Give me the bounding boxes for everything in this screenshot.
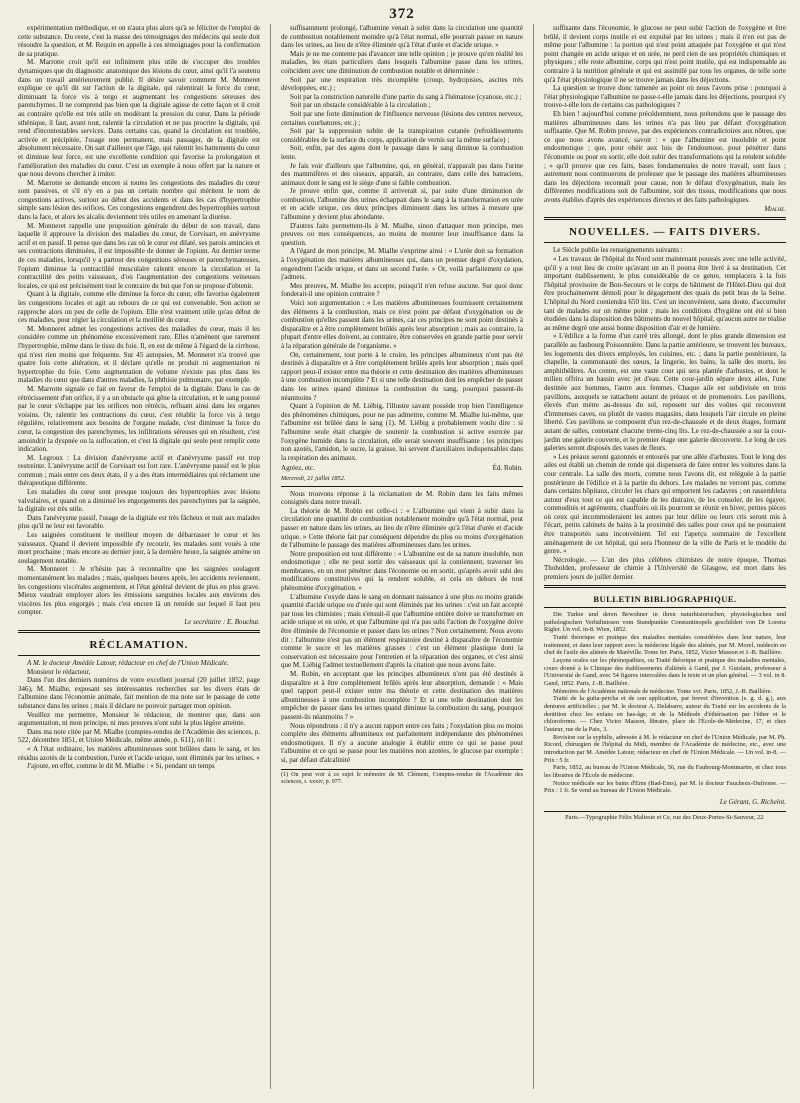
letter-address: A M. le docteur Amédée Latour, rédacteur en chef de l'Union Médicale. xyxy=(27,658,229,667)
col3-body-2 xyxy=(544,246,786,581)
printer-line: Paris.—Typographie Félix Malteste et Ce, rue des Deux-Portes-St-Sauveur, 22. xyxy=(544,811,786,822)
paragraph: A l'égard de mon principe, M. Mialhe s'exprime ainsi : « L'urée doit sa formation à l'oxygénation des matières albumineuses qui, dans un premier degré d'oxydation, engendrent l'acide urique, et dans un second l'urée. » Or, voilà parfaitement ce que j'admets. xyxy=(281,247,523,282)
paragraph: La question se trouve donc ramenée au point où nous l'avons prise : pourquoi à l'état physiologique l'albumine ne passe-t-elle jamais dans les déjections, pourquoi s'y trouve-t-elle lors de certains cas pathologiques ? xyxy=(544,84,786,110)
paragraph: » Les préaux seront gazonnés et entourés par une allée d'arbustes. Tout le long des ailes est établi un chemin de ronde qui dispensera de faire entrer les voitures dans la cour centrale. La salle des morts, comme nous l'avons dit, est reléguée à la partie postérieure de l'édifice et à la partie du dehors. Les malades ne verront pas, comme dans certains hôpitaux, circuler les chars qui emportent les cadavres ; on rassemblera autour d'eux tout ce qui est capable de les distraire, de les consoler, de les égayer, commodités et agréments, chauffoirs où ils pourront se réunir en hiver, petites pièces où ceux qui incommoderaient les autres par leur délire ou leurs cris seront mis à l'écart, petits cabinets de bains à la proximité des salles pour ceux qui ne pourraient être transportés sans inconvénient. Tel est l'aperçu sommaire de l'excellent aménagement de cet hôpital, qui sera l'honneur de la ville de Paris et le modèle du genre. » xyxy=(544,452,786,556)
paragraph: Mes preuves, M. Mialhe les accepte, puisqu'il n'en refuse aucune. Sur quoi donc fonderait-il une opinion contraire ? xyxy=(281,281,523,299)
paragraph: Die Turkie und deren Bewohner in ihren naturhistorischen, physiologischen und pathologischen Verhältnissen vom Standpunkte Constantinopels geschildert von Dr Lorenz Rigler. Un vol. in-8. Wien, 1852. xyxy=(544,610,786,634)
paragraph: M. Legroux : La division d'anévrysme actif et d'anévrysme passif est trop restreinte. L'anévrysme actif de Corvisart est fort rare. L'anévrysme passif est le plus commun ; mais entre ces deux états, il y a des états intermédiaires qui réclament une thérapeutique différente. xyxy=(18,453,260,488)
paragraph: Dans ma note citée par M. Mialhe (comptes-rendus de l'Académie des sciences, p. 522, décembre 1851, et Union Médicale, même année, p. 611), on lit : xyxy=(18,727,260,745)
col1-body-2 xyxy=(18,676,260,771)
paragraph: » L'édifice a la forme d'un carré très allongé, dont le plus grande dimension est parallèle au faubourg Poissonnière. Dans la partie antérieure, se trouvent les bureaux, les logements des divers employés, les cuisines, etc. ; dans la partie postérieure, la chapelle, la communauté des sœurs, la lingerie, les bains, la salle des morts, les amphithéâtres. Au centre, est une vaste cour qui sera plantée d'arbustes, et dont le milieu offrira un bassin avec jet d'eau. Cette cour-jardin sépare deux ailes, l'une destinée aux hommes, l'autre aux femmes. Chaque aile est subdivisée en trois pavillons, auxquels se rattachent autant de préaux et de promenoirs. Les pavillons, élevés d'un mètre au-dessus du sol, reposent sur des voûtes qui recouvrent d'immenses caves, ou plutôt de vastes magasins, dans lesquels l'air circule en pleine liberté. Ces pavillons se composent d'un rez-de-chaussée et de deux étages, formant autant de salles, contenant chacune trente-cinq lits. Le rez-de-chaussée a sur la cour-jardin une galerie couverte, et le premier étage une galerie découverte. Le long de ces galeries seront disposés des vases de fleurs. xyxy=(544,332,786,453)
paragraph: Mémoires de l'Académie nationale de médecine. Tome xvi. Paris, 1852, J.-B. Baillière. xyxy=(553,687,773,695)
paragraph: Le Siècle publie les renseignements suivants : xyxy=(553,246,683,255)
paragraph: « A l'état ordinaire, les matières albumineuses sont brûlées dans le sang, et les résidus azotés de la combustion, l'urée et l'acide urique, sont éliminés par les urines. » xyxy=(18,744,260,762)
paragraph: Revision sur la syphilis, adressée à M. le rédacteur en chef de l'Union Médicale, par M. Ph. Ricord, chirurgien de l'hôpital du Midi, membre de l'Académie de médecine, etc., avec une introduction par M. Amédée Latour, rédacteur en chef de l'Union Médicale. — Un vol. in-8. — Prix : 5 fr. xyxy=(544,733,786,764)
paragraph: Soit par un obstacle considérable à la circulation ; xyxy=(290,101,431,110)
secretary-signature: Le secrétaire : E. Bouchut. xyxy=(184,617,260,626)
column-3 xyxy=(544,24,786,1089)
column-2 xyxy=(281,24,523,1089)
column-divider xyxy=(270,24,271,1089)
paragraph: Eh bien ! aujourd'hui comme précédemment, nous prétendons que le passage des matières albumineuses dans les urines n'a pas lieu par défaut d'oxygénation suffisante. Que M. Robin prouve, par des expériences contradictoires aux nôtres, que ce que nous avons avancé, savoir : « que l'albumine est insoluble et point endosmotique ; que, pour obéir aux lois de l'endosmose, pour pénétrer dans l'économie ou pour en sortir, elle doit subir des transformations qui la rendent soluble ; » qu'il prouve que ces faits, bases fondamentales de notre travail, sont faux ; autrement nous continuerons de professer que le passage des matières albumineuses dans les déjections reconnaît pour cause, non le défaut d'oxygénation, mais les différentes modifications soit de l'albumine, soit des tissus, modifications que nous avons établies d'après des expériences directes et des faits pathologiques. xyxy=(544,109,786,204)
col2-body-2 xyxy=(281,490,523,765)
paragraph: Mais je ne me contente pas d'avancer une telle opinion ; je prouve qu'en réalité les maladies, les états particuliers dans lesquels l'albumine passe dans les urines, coïncident avec une diminution de combustion notable et déterminée : xyxy=(281,49,523,75)
paragraph: M. Monneret admet les congestions actives des maladies du cœur, mais il les considère comme un phénomène excessivement rare. Elles n'amènent que rarement l'hypertrophie, même dans le tissu du foie. Il, en est de même à l'égard de la cirrhose, qui n'est rien moins que fréquente. Sur 45 autopsies, M. Monneret n'a trouvé que quatre fois cette altération, et il déclare qu'elle ne produit ni augmentation ni hypertrophie du foie. Cette augmentation de volume n'existe pas plus dans les maladies du cœur que dans d'autres maladies, la phthisie pulmonaire, par exemple. xyxy=(18,324,260,385)
paragraph: M. Monneret : Je n'hésite pas à reconnaître que les saignées soulagent momentanément les malades ; mais, quelques heures après, les accidents reviennent, les congestions viscérales augmentent, et l'état général devient de plus en plus grave. Mieux vaudrait employer alors les émissions sanguines locales aux environs des viscères les plus engorgés ; mais c'est encore là un remède sur lequel il faut peu compter. xyxy=(18,565,260,617)
paragraph: M. Marrotte se demande encore si toutes les congestions des maladies du cœur sont passives, et s'il n'y en a pas un certain nombre qui méritent le nom de congestions actives, surtout au début des accidents et dans les cas d'hypertrophie simple sans lésion des orifices. Ces congestions engendrent des hypertrophies surtout dans la face, et alors les alcalis deviennent très utiles en amenant la diurèse. xyxy=(18,178,260,222)
news-heading: NOUVELLES. — FAITS DIVERS. xyxy=(569,226,761,239)
paragraph: M. Robin, en acceptant que les principes albumineux n'ont pas été destinés à disparaître et à être complètement brûlés après leur absorption, demande : « Mais quel rapport peut-il exister entre ma théorie et cette destination des matières albumineuses à une combustion incomplète ? Et si une telle destination doit les empêcher de passer dans les urines quand diminue la combustion du sang, pourquoi passent-ils néanmoins ? » xyxy=(281,670,523,721)
paragraph: « Les travaux de l'hôpital du Nord sont maintenant poussés avec une telle activité, qu'il y a tout lieu de croire qu'avant un an il pourra être livré à sa destination. Cet important établissement, le plus considérable de ce genre, remplacera à la fois l'hôpital provisoire de Bon-Secours et le corps de bâtiment de l'Hôtel-Dieu qui doit être prochainement démoli pour le dégagement des quais du petit bras de la Seine. L'hôpital du Nord contiendra 650 lits. C'est un inconvénient, sans doute, d'accumuler tant de malades sur un même point ; mais les conditions d'hygiène ont été si bien étudiées dans la disposition des bâtiments du nouvel hôpital, qu'aucun autre ne réalise au même degré une aussi bonne disposition d'air et de lumière. xyxy=(544,255,786,332)
paragraph: Paris, 1852, au bureau de l'Union Médicale, 56, rue du Faubourg-Montmartre, et chez tous les libraires de l'École de médecine. xyxy=(544,764,786,780)
paragraph: Traité de la gutta-percha et de son application, par brevet d'invention (s. g. d. g.), aux dentures artificielles ; par M. le docteur A. Delabarre, auteur du Traité sur les accidents de la dentition chez les enfans en bas-âge, et de la Méthode d'éthérisation par l'éther et le chloroforme. — Chez Victor Masson, libraire, place de l'École-de-Médecine, 17, et chez l'auteur, rue de la Paix, 3. xyxy=(544,695,786,734)
paragraph: La théorie de M. Robin est celle-ci : « L'albumine qui vient à subir dans la circulation une quantité de combustion notablement moindre qu'à l'état normal, peut passer en nature dans les urines, au lieu de n'être éliminée qu'à l'état d'urée et d'acide urique. » Cette théorie fait par conséquent dépendre du plus ou moins d'oxygénation de l'albumine le passage des matières albumineuses dans les urines. xyxy=(281,506,523,550)
paragraph: On, certainement, tout porte à le croire, les principes albumineux n'ont pas été destinés à disparaître et à être complètement brûlés après leur absorption ; mais quel rapport peut-il exister entre ma théorie et cette destination des matières albumineuses à une combustion incomplète ? Et si une telle destination doit les empêcher de passer dans les urines quand diminue la combustion du sang, pourquoi passent-ils néanmoins ? xyxy=(281,350,523,402)
paragraph: Les maladies du cœur sont presque toujours des hypertrophies avec lésions valvulaires, et quand on a diminué les engorgements des parenchymes par la saignée, la digitale est très utile. xyxy=(18,488,260,514)
paragraph: Soit par la suppression subite de la transpiration cutanée (refroidissements considérables de la surface du corps, application de vernis sur la même surface) ; xyxy=(281,127,523,144)
paragraph: D'autres faits permettent-ils à M. Mialhe, sinon d'attaquer mon principe, mes preuves ou mes conséquences, au moins de montrer leur insuffisance dans la question. xyxy=(281,221,523,247)
paragraph: L'albumine s'oxyde dans le sang en donnant naissance à une plus ou moins grande quantité d'acide urique ou d'urée qui sont éliminés par les urines : c'est un fait accepté par tous les chimistes ; mais s'ensuit-il que l'albumine entière doive se transformer en acide urique et en urée, et que l'albumine qui n'a pas subi l'action de l'oxygène doive être éliminée de l'économie et passer dans les urines ? Non certainement. Nous avons dit : l'albumine n'est pas un élément respiratoire destiné à disparaître de l'économie comme le sucre et les matières grasses : c'est un élément plastique dont la conservation est nécessaire pour l'entretien et la réparation des organes, et c'est ainsi que M. Liébig l'admet textuellement d'après la citation que nous avons faite. xyxy=(281,592,523,670)
paragraph: Soit par la constriction naturelle d'une partie du sang à l'hématose (cyanose, etc.) ; xyxy=(290,92,522,101)
footnote: (1) On peut voir à ce sujet le mémoire de M. Clément, Comptes-rendus de l'Académie des sciences, t. xxxiv, p. 977. xyxy=(281,769,523,787)
paragraph: Nous trouvons réponse à la réclamation de M. Robin dans les faits mêmes consignés dans notre travail. xyxy=(281,489,523,507)
columns xyxy=(18,24,786,1089)
paragraph: suffisamment prolongé, l'albumine venait à subir dans la circulation une quantité de combustion notablement moindre qu'à l'état normal, elle pourrait passer en nature dans les urines, au lieu de n'être éliminée qu'à l'état d'urée et d'acide urique. » xyxy=(281,24,523,50)
section-rule xyxy=(18,630,260,633)
col3-body xyxy=(544,24,786,204)
paragraph: Notice médicale sur les bains d'Ems (Bad-Ems), par M. le docteur Faucheux-Dufresne. — Prix : 1 fr. Se vend au bureau de l'Union Médicale. xyxy=(544,779,786,795)
bulletin-heading: BULLETIN BIBLIOGRAPHIQUE. xyxy=(593,593,737,604)
paragraph: Les saignées constituent le meilleur moyen de débarrasser le cœur et les vaisseaux. Quand il devient impossible d'y recourir, les malades sont voués à une mort prochaine ; mais encore au dernier jour, à la dernière heure, la saignée amène un soulagement notable. xyxy=(18,531,260,565)
heading-rule xyxy=(544,242,786,243)
letter-rule xyxy=(281,486,523,487)
paragraph: Soit par une respiration très incomplète (croup, hydropisies, ascites très développées, etc.) ; xyxy=(281,75,523,93)
paragraph: M. Monneret rappelle une proposition générale du début de son travail, dans laquelle il approuve la division des maladies du cœur, de Corvisart, en anévrysme actif et en passif. Il pense que dans les cas où le cœur est dilaté, ses parois amincies et ses contractions diminuées, il est impossible de donner de l'opium. Au dernier terme de ces maladies, lorsqu'il y a partout des congestions séreuses et parenchymateuses, l'opium diminue la contractilité musculaire ralentit encore la circulation et la contractilité des petits vaisseaux, d'où l'augmentation des congestions veineuses locales, ce qui est précisément tout le contraire du but que l'on se propose d'obtenir. xyxy=(18,221,260,290)
reclamation-heading: RÉCLAMATION. xyxy=(89,638,189,651)
column-1 xyxy=(18,24,260,1089)
paragraph: Notre proposition est tout différente : « L'albumine est de sa nature insoluble, non endosmotique ; elle ne peut sortir des vaisseaux qui la contiennent, traverser les membranes, en un mot pénétrer dans l'économie ou en sortir, qu'après avoir subi des modifications constitutives qui la rendent soluble, et cela en dehors de tout phénomène d'oxygénation. » xyxy=(281,549,523,593)
letter-date: Mercredi, 21 juillet 1852. xyxy=(281,474,346,482)
paragraph: Soit, enfin, par des agens dont le passage dans le sang diminue la combustion lente. xyxy=(281,144,523,161)
section-rule xyxy=(544,217,786,220)
paragraph: Quant à la digitale, comme elle diminue la force du cœur, elle favorise également les congestions locales et agit au rebours de ce qui est convenable. Son action se rapproche alors un peu de celle de l'opium. Elle n'est vraiment utile qu'au début de ces maladies, pour régler la circulation et la motilité du cœur. xyxy=(18,290,260,325)
heading-rule xyxy=(18,655,260,656)
bibliography-list xyxy=(544,611,786,795)
paragraph: Dans l'un des derniers numéros de votre excellent journal (20 juillet 1852, page 346), M. Mialhe, exposant ses intéressantes recherches sur les divers états de l'albumine dans l'économie animale, fait mention de ma note sur le passage de cette substance dans les urines ; mais il déclare ne pouvoir partager mon opinion. xyxy=(18,676,260,710)
paragraph: Traité théorique et pratique des maladies mentales considérées dans leur nature, leur traitement, et dans leur rapport avec la médecine légale des aliénés, par M. Morel, médecin en chef de l'asile des aliénés de Maréville. Tome Ier. Paris, 1852, Victor Masson et J.-B. Baillière. xyxy=(544,634,786,657)
col1-body xyxy=(18,24,260,617)
mialhe-signature: Mialhe. xyxy=(764,205,786,214)
column-divider xyxy=(533,24,534,1089)
paragraph: M. Marrotte croit qu'il est infiniment plus utile de s'occuper des troubles dynamiques que du diagnostic anatomique des lésions du cœur, ainsi qu'il l'a soutenu dans un travail antérieurement publié. Il désire savoir comment M. Monneret explique ce qu'il dit sur l'action de la digitale, qui ralentirait la force du cœur, diminuant la force vis à tergo et augmentant les congestions séreuses des parenchymes. Il ne comprend pas bien que la digitale agisse de cette façon et il croit au contraire qu'elle est très utile en modérant la pression du cœur. Dans la période sthénique, il faut, avant tout, ralentir la circulation et ne pas procrire la digitale, qui rend d'incontestables services. Dans certains cas, quand la circulation est troublée, activée et précipitée, l'usage non permanent, mais passager, de la digitale est absolument nécessaire. On sait d'ailleurs que l'âge, qui ralentit les battements du cœur et diminue leur force, est une excellente condition qui favorise la prolongation et l'amélioration des maladies du cœur. C'est un exemple à nous offert par la nature et que nous devons chercher à imiter. xyxy=(18,58,260,179)
paragraph: Soit par une forte diminution de l'influence nerveuse (lésions des centres nerveux, certaines courbatures, etc.) ; xyxy=(281,109,523,127)
paragraph: Je fais voir d'ailleurs que l'albumine, qui, en général, n'apparaît pas dans l'urine des mammifères et des oiseaux, apparaît, au contraire, dans celle des batraciens, animaux dont le sang est le siège d'une si faible combustion. xyxy=(281,161,523,187)
paragraph: expérimentation méthodique, et on n'aura plus alors qu'à se féliciter de l'emploi de cette substance. Du reste, c'est la masse des témoignages des médecins qui seule doit résoudre la question, et M. Requin en appelle à ces témoignages pour la confirmation de sa pratique. xyxy=(18,24,260,58)
paragraph: Leçons orales sur les phrénopathies, ou Traité théorique et pratique des maladies mentales, cours donné à la Clinique des établissements d'aliénés à Gand, par J. Guislain, professeur à l'Université de Gand, avec 54 figures intercalées dans le texte et un plan général. — 3 vol. in 8. Gand, 1852. Paris, J.-B. Baillière. xyxy=(544,657,786,688)
page-number: 372 xyxy=(389,6,415,22)
signature-greeting: Agréez, etc. xyxy=(281,464,315,473)
paragraph: Voici son argumentation : « Les matières albumineuses fournissent certainement des éléments à la combustion, mais ce n'est point par défaut d'oxygénation ou de combustion qu'elles passent dans les urines, car ces principes ne sont point destinés à disparaître et à être complètement brûlés après leur absorption ; mais au contraire, la plupart d'entre elles doivent, au contraire, être conservées en grande partie pour servir à la réparation générale de l'organisme. » xyxy=(281,299,523,350)
paragraph: Veuillez me permettre, Monsieur le rédacteur, de montrer que, dans son argumentation, ni mon principe, ni mes preuves n'ont subi la plus légère atteinte. xyxy=(18,710,260,728)
col2-body xyxy=(281,24,523,462)
paragraph: Je prouve enfin que, comme il arriverait si, par suite d'une diminution de combustion, l'albumine des urines échappait dans le sang à la transformation en urée et en acide urique, ces deux principes diminuent dans les urines à mesure que l'albumine y devient plus abondante. xyxy=(281,187,523,222)
robin-signature xyxy=(281,464,523,473)
section-rule xyxy=(544,585,786,588)
letter-salutation: Monsieur le rédacteur, xyxy=(27,667,91,676)
signature-name: Éd. Robin. xyxy=(492,464,523,473)
paragraph: J'ajoute, en effet, comme le dit M. Mialhe : « Si, pendant un temps xyxy=(27,762,215,771)
gerant-signature: Le Gérant, G. Richelot. xyxy=(719,798,786,807)
paragraph: suffisante dans l'économie, le glucose ne peut subir l'action de l'oxygène et être brûlé, il devient corps inutile et est expulsé par les urines ; mais il n'en est pas de même pour l'albumine : la portion qui n'est point attaquée par l'oxygène et qui n'est point changée en acide urique et en urée, ne perd rien de ses propriétés chimiques et physiques ; elle reste albumine, corps qui n'est point inutile, qui est indispensable au contraire à la nutrition générale et qui est assimilé par tous les organes, de telle sorte qu'à l'état physiologique il ne se trouve jamais dans les déjections. xyxy=(544,24,786,84)
paragraph: M. Marrotte signale ce fait en faveur de l'emploi de la digitale. Dans le cas de rétrécissement d'un orifice, il y a un obstacle qui gêne la circulation, et le sang poussé par le cœur s'échappe par les orifices non rétrécis, refluant ainsi dans les organes voisins. Or, ralentir les contractions du cœur, c'est rétablir la force vis à tergo régulière, relativement aux besoins de l'organe malade, c'est diminuer la force du cœur, la congestion des parenchymes, les infiltrations séreuses qui en résultent, c'est amoindrir la dyspnée ou la suffocation, et c'est là digitale qui seule peut remplir cette indication. xyxy=(18,384,260,454)
heading-rule xyxy=(544,607,786,608)
paragraph: Nous répondrons : il n'y a aucun rapport entre ces faits ; l'oxydation plus ou moins complète des éléments albumineux est parfaitement indépendante des phénomènes endosmotiques. Il n'y a aucune analogie à établir entre ce qui se passe pour l'albumine et ce qui se passe pour les matières non azotées, le glucose par exemple : si, par défaut d'alcalinité xyxy=(281,721,523,764)
paragraph: Quant à l'opinion de M. Liébig, l'illustre savant possède trop bien l'intelligence des phénomènes chimiques, pour ne pas admettre, comme M. Mialhe lui-même, que l'albumine est brûlée dans le sang (1). M. Liébig a probablement voulu dire : si l'albumine seule était chargée de soutenir la combustion si active exercée par l'oxygène humide dans la circulation, elle serait souvent insuffisante ; les principes non azotés, l'amidon, le sucre, la graisse, lui servent d'auxiliaires indispensables dans la respiration des animaux. xyxy=(281,402,523,462)
paragraph: Nécrologie. — L'un des plus célèbres chimistes de notre époque, Thomas Thoholden, professeur de chimie à l'Université de Glasgow, est mort dans les premiers jours de juillet dernier. xyxy=(544,555,786,582)
paragraph: Dans l'anévrysme passif, l'usage de la digitale est très fâcheux et nuit aux malades plus qu'il ne leur est favorable. xyxy=(18,513,260,531)
